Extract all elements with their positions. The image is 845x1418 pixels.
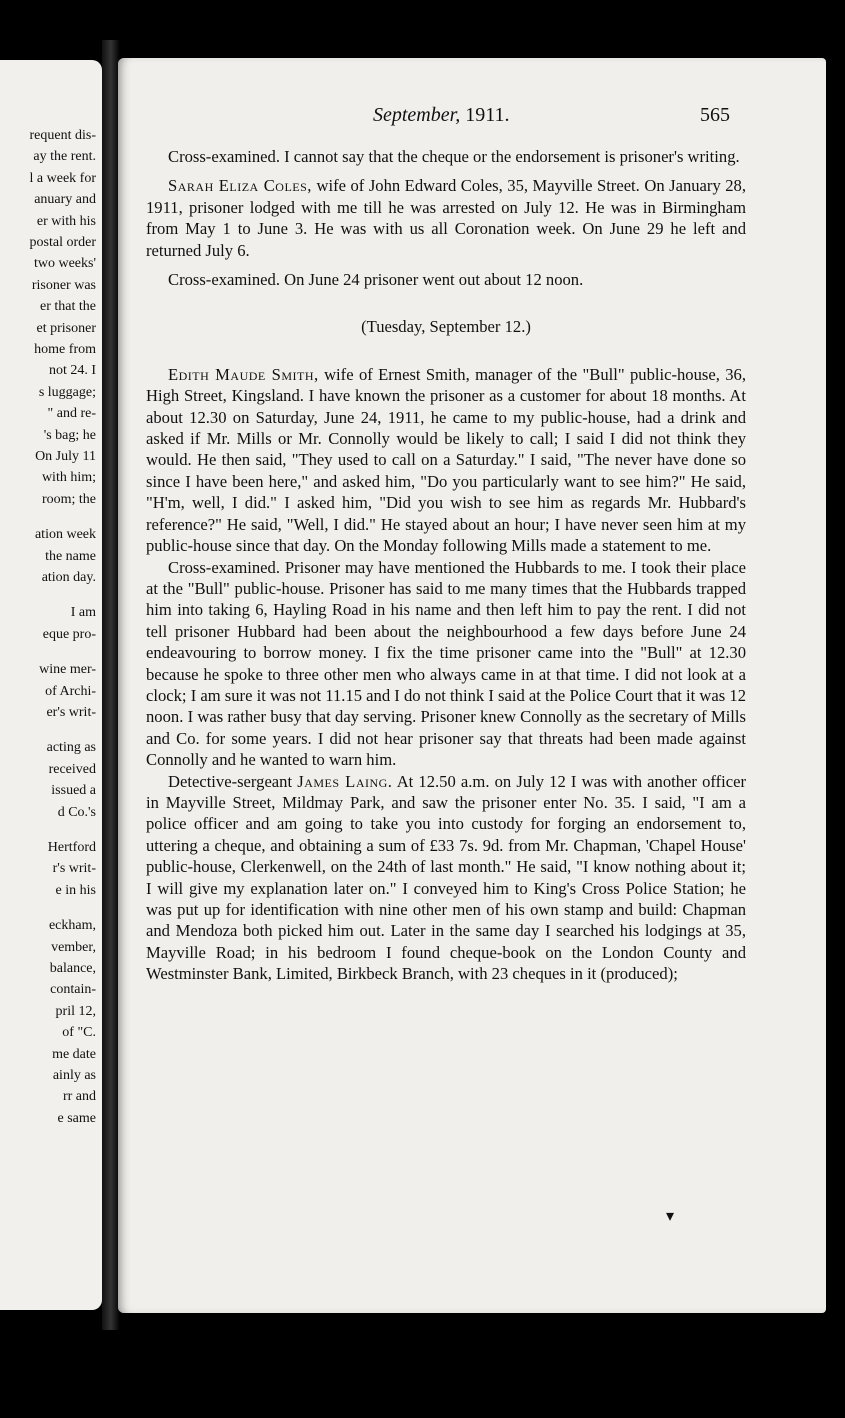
paragraph-cross-examined-2: Cross-examined. On June 24 prisoner went out about 12 noon. [168, 270, 584, 290]
left-page-line: postal order [29, 235, 96, 250]
left-page-line: requent dis- [29, 128, 96, 143]
left-page-line: ainly as [52, 1068, 96, 1083]
left-page-line: er's writ- [46, 705, 96, 720]
right-page-edge [826, 40, 845, 1340]
left-page-line: with him; [41, 470, 96, 486]
left-page-line: anuary and [34, 192, 96, 208]
left-page-line: I am [70, 605, 96, 621]
witness-name: Sarah Eliza Coles, [168, 176, 312, 196]
left-facing-page [0, 60, 102, 1310]
running-head-year: 1911. [465, 104, 510, 126]
paragraph-cross-examined-1: Cross-examined. I cannot say that the cheque or the endorsement is prisoner's writing. [168, 147, 740, 166]
left-page-line: er that the [40, 299, 96, 315]
running-head-month: September, [373, 104, 461, 126]
left-page-line: d Co.'s [57, 804, 96, 820]
left-page-line: the name [45, 548, 96, 564]
left-page-line: of "C. [62, 1025, 96, 1041]
left-page-line: acting as [46, 740, 96, 756]
left-page-line: On July 11 [35, 449, 96, 464]
witness-testimony: At 12.50 a.m. on July 12 I was with another officer in Mayville Street, Mildmay Park, and saw the prisoner enter No. 35. I said, "I am a police officer and am going to take you into custody for forging an endorsement to, uttering a cheque, and obtaining a sum of £33 7s. 9d. from Mr. Chapman, 'Chapel House' public-house, Clerkenwell, on the 24th of last month." He said, "I know nothing about it; I will give my explanation later on." I conveyed him to King's Cross Police Station; he was put up for identification with nine other men of his own stamp and build: Chapman and Mendoza both picked him out. Later in the same day I searched his lodgings at 35, Mayville Road; in his bedroom I found cheque-book on the London County and Westminster Bank, Limited, Birkbeck Branch, with 23 cheques in it (produced); [146, 771, 746, 984]
left-page-line: issued a [51, 783, 96, 799]
catchword-mark: ▾ [666, 1206, 675, 1225]
left-page-line: l a week for [29, 170, 96, 186]
left-page-line: s luggage; [38, 384, 96, 400]
left-page-line: of Archi- [45, 683, 96, 699]
left-page-line: balance, [49, 961, 96, 976]
main-page [118, 58, 826, 1313]
witness-title: Detective-sergeant [168, 771, 298, 791]
paragraph-cross-examined-3: Cross-examined. Prisoner may have mentioned the Hubbards to me. I took their place at the "Bull" public-house. Prisoner has said to me many times that the Hubbards trapped him into taking 6, Hayling Road in his name and then left him to pay the rent. I did not tell prisoner Hubbard had been about the neighbourhood a few days before June 24 endeavouring to borrow money. I fix the time prisoner came into the "Bull" at 12.30 because he spoke to three other men who always came in at that time. I did not look at a clock; I am sure it was not 11.15 and I do not think I said at the Police Court that it was 12 noon. I was rather busy that day serving. Prisoner knew Connolly as the secretary of Mills and Co. for some years. I did not hear prisoner say that threats had been made against Connolly and he wanted to warn him. [146, 557, 746, 770]
page-header [118, 104, 826, 134]
left-page-line: er with his [36, 213, 96, 229]
date-heading: (Tuesday, September 12.) [361, 317, 531, 337]
running-head [373, 104, 509, 127]
left-page-line: et prisoner [36, 320, 96, 336]
left-page-line: two weeks' [33, 256, 96, 272]
left-page-line: eque pro- [42, 626, 96, 642]
left-page-line: risoner was [31, 277, 96, 293]
left-page-line: eckham, [48, 918, 96, 934]
left-page-line: " and re- [47, 406, 96, 422]
left-page-line: Hertford [47, 840, 96, 855]
left-page-line: me date [52, 1046, 96, 1062]
left-page-line: wine mer- [39, 662, 96, 678]
witness-testimony: wife of John Edward Coles, 35, Mayville Street. On January 28, 1911, prisoner lodged with me till he was arrested on July 12. He was in Birmingham from May 1 to June 3. He was with us all Coronation week. On June 29 he left and returned July 6. [146, 176, 746, 260]
left-page-line: pril 12, [55, 1003, 96, 1019]
witness-testimony: wife of Ernest Smith, manager of the "Bull" public-house, 36, High Street, Kingsland. I have known the prisoner as a customer for about 18 months. At about 12.30 on Saturday, June 24, 1911, he came to my public-house, had a drink and asked if Mr. Mills or Mr. Connolly would be likely to call; I said I did not think they would. He then said, "They used to call on a Saturday." I said, "The never have done so since I have been here," and asked him, "Do you particularly want to see him?" He said, "H'm, well, I did." I asked him, "Did you wish to see him as regards Mr. Hubbard's reference?" He said, "Well, I did." He stayed about an hour; I have never seen him at my public-house since that day. On the Monday following Mills made a statement to me. [146, 364, 746, 556]
left-page-line: ay the rent. [33, 149, 96, 165]
left-page-line: home from [34, 342, 96, 357]
left-page-line: not 24. I [48, 363, 96, 379]
paragraph-james-laing [146, 771, 746, 985]
left-page-line: rr and [62, 1089, 96, 1105]
left-page-line: vember, [51, 939, 96, 955]
left-page-line: e same [57, 1110, 96, 1126]
page-body [146, 146, 746, 985]
left-page-line: room; the [41, 491, 96, 507]
paragraph-sarah-coles [146, 175, 746, 261]
left-page-line: contain- [50, 982, 96, 998]
left-page-line: e in his [55, 882, 96, 898]
left-page-line: ation week [34, 527, 96, 543]
left-page-line: ation day. [41, 570, 96, 585]
page-number: 565 [700, 104, 730, 126]
paragraph-edith-smith [146, 364, 746, 557]
witness-name: Edith Maude Smith, [168, 364, 319, 384]
witness-name: James Laing. [297, 771, 393, 791]
left-page-line: 's bag; he [43, 427, 96, 443]
left-page-line: r's writ- [52, 861, 96, 877]
left-page-line: received [48, 761, 96, 777]
